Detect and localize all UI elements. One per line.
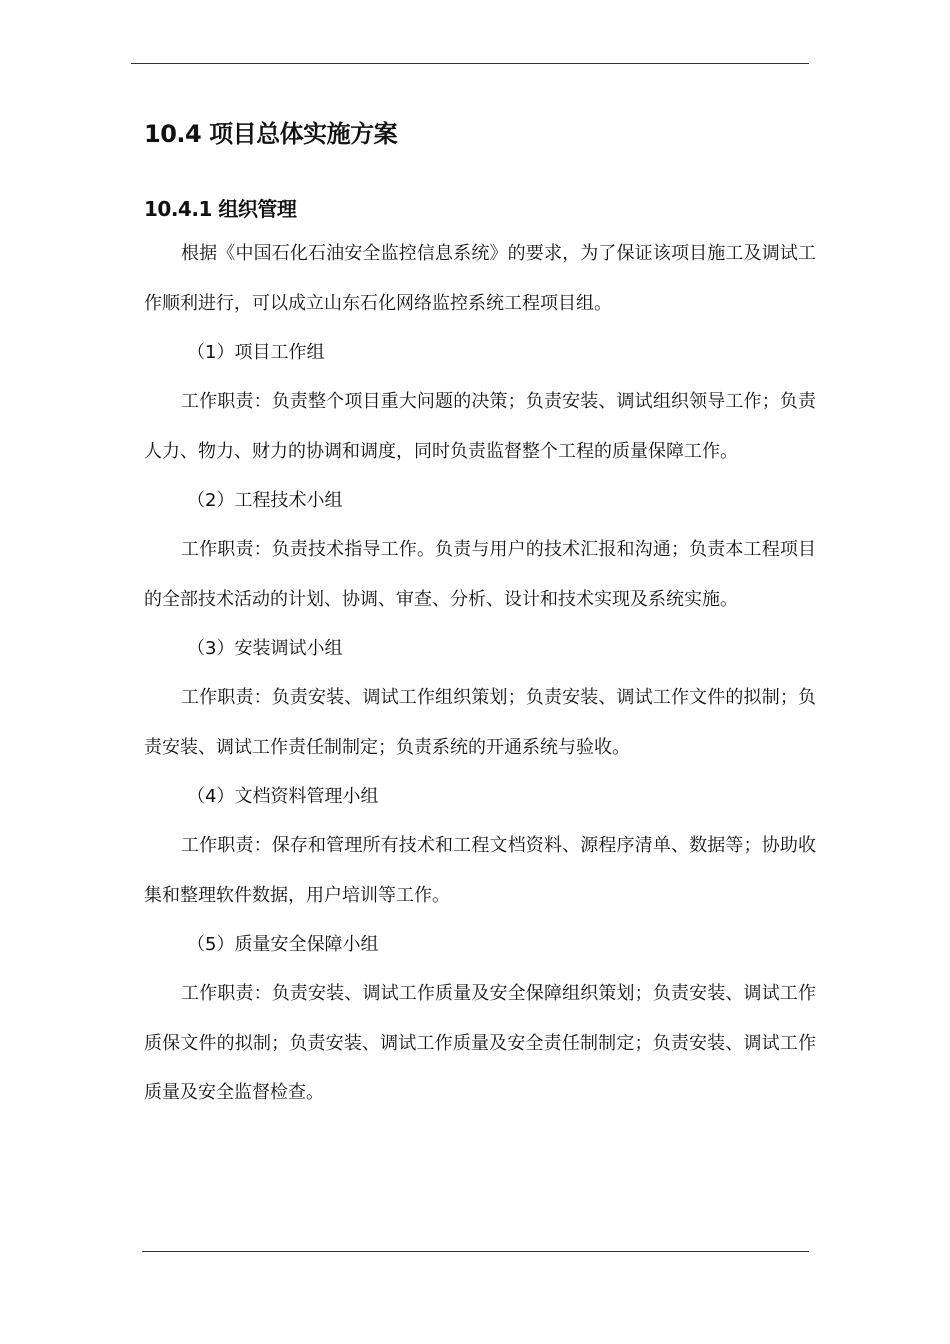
group-3-title: （3）安装调试小组 <box>187 638 343 659</box>
group-1-title: （1）项目工作组 <box>187 342 325 363</box>
group-5-title: （5）质量安全保障小组 <box>187 934 379 955</box>
footer-rule <box>142 1251 809 1252</box>
group-4-title: （4）文档资料管理小组 <box>187 786 379 807</box>
intro-paragraph: 根据《中国石化石油安全监控信息系统》的要求，为了保证该项目施工及调试工作顺利进行，可以成立山东石化网络监控系统工程项目组。 <box>144 243 816 314</box>
subsection-heading: 10.4.1 组织管理 <box>144 197 297 221</box>
group-1-duty: 工作职责：负责整个项目重大问题的决策；负责安装、调试组织领导工作；负责人力、物力、财力的协调和调度，同时负责监督整个工程的质量保障工作。 <box>144 391 816 462</box>
section-heading: 10.4 项目总体实施方案 <box>144 120 398 148</box>
group-4-duty: 工作职责：保存和管理所有技术和工程文档资料、源程序清单、数据等；协助收集和整理软件数据，用户培训等工作。 <box>144 835 816 906</box>
group-5-duty: 工作职责：负责安装、调试工作质量及安全保障组织策划；负责安装、调试工作质保文件的拟制；负责安装、调试工作质量及安全责任制制定；负责安装、调试工作质量及安全监督检查。 <box>144 983 816 1103</box>
group-2-duty: 工作职责：负责技术指导工作。负责与用户的技术汇报和沟通；负责本工程项目的全部技术活动的计划、协调、审查、分析、设计和技术实现及系统实施。 <box>144 539 816 610</box>
group-3-duty: 工作职责：负责安装、调试工作组织策划；负责安装、调试工作文件的拟制；负责安装、调试工作责任制制定；负责系统的开通系统与验收。 <box>144 687 816 758</box>
group-2-title: （2）工程技术小组 <box>187 490 343 511</box>
header-rule <box>131 63 809 64</box>
